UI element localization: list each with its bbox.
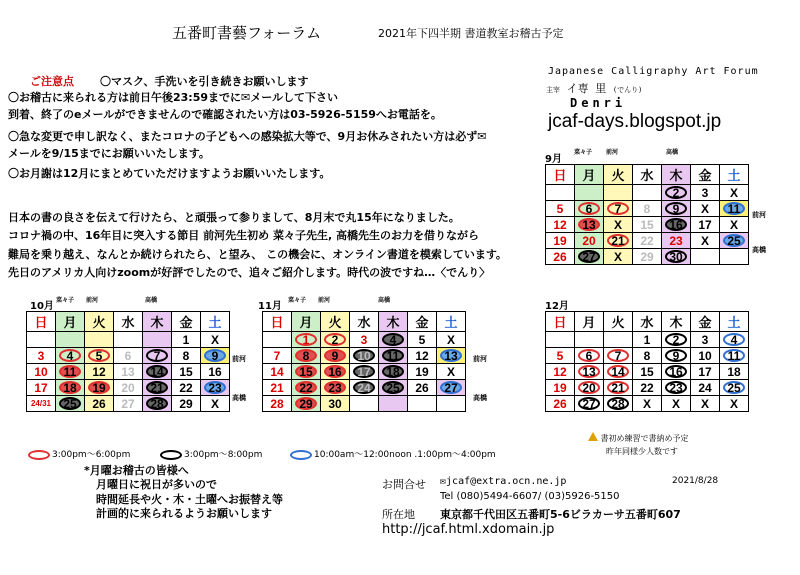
calendar-dec — [545, 311, 749, 412]
day-cell — [85, 332, 114, 348]
day-cell: 22 — [172, 380, 201, 396]
day-cell — [633, 185, 662, 201]
day-cell: 15 — [633, 364, 662, 380]
day-cell: 12 — [408, 348, 437, 364]
day-cell: 9 — [321, 348, 350, 364]
side-label-maekawa: 前河 — [752, 211, 766, 219]
calendar-oct — [26, 311, 230, 412]
day-cell: X — [604, 249, 633, 265]
day-cell: 7 — [263, 348, 292, 364]
day-cell: 20 — [114, 380, 143, 396]
triangle-icon — [588, 432, 598, 441]
day-cell: 26 — [546, 396, 575, 412]
legend-black: 3:00pm～8:00pm — [160, 447, 262, 460]
sponsor-label: 主宰 — [546, 86, 560, 94]
day-cell: 18 — [720, 364, 749, 380]
day-cell: 22 — [633, 233, 662, 249]
day-cell: 22 — [292, 380, 321, 396]
day-cell — [408, 396, 437, 412]
day-cell: 8 — [633, 348, 662, 364]
page-subtitle: 2021年下四半期 書道教室お稽古予定 — [378, 27, 564, 40]
weekday-fri: 金 — [172, 312, 201, 332]
day-cell — [575, 332, 604, 348]
issue-date: 2021/8/28 — [672, 476, 719, 486]
note-line: 時間延長や火・木・土曜へお振替え等 — [96, 493, 283, 506]
day-cell: 11 — [720, 348, 749, 364]
weekday-sat: 土 — [720, 165, 749, 185]
day-cell: 15 — [633, 217, 662, 233]
day-cell: X — [201, 332, 230, 348]
day-cell: 25 — [379, 380, 408, 396]
day-cell: 6 — [575, 348, 604, 364]
weekday-thu: 木 — [143, 312, 172, 332]
instructor-label: 前河 — [86, 297, 99, 304]
day-cell — [350, 396, 379, 412]
weekday-thu: 木 — [379, 312, 408, 332]
day-cell — [604, 332, 633, 348]
message-line: 先日のアメリカ人向けzoomが好評でしたので、追々ご紹介します。時代の波ですね…〈でんり〉 — [8, 266, 491, 279]
day-cell: 10 — [691, 348, 720, 364]
weekday-tue: 火 — [604, 165, 633, 185]
side-label-maekawa: 前河 — [473, 355, 487, 363]
day-cell: 19 — [546, 233, 575, 249]
day-cell: 5 — [408, 332, 437, 348]
day-cell: 30 — [662, 249, 691, 265]
day-cell: 11 — [720, 201, 749, 217]
day-cell: X — [201, 396, 230, 412]
weekday-mon: 月 — [56, 312, 85, 332]
day-cell: 29 — [172, 396, 201, 412]
day-cell: 17 — [691, 217, 720, 233]
day-cell — [604, 185, 633, 201]
legend-blue: 10:00am～12:00noon .1:00pm～4:00pm — [290, 447, 496, 460]
mail-icon: ✉ — [440, 476, 447, 487]
day-cell: 16 — [662, 364, 691, 380]
day-cell — [575, 185, 604, 201]
day-cell: X — [662, 396, 691, 412]
contact-tel: Tel (080)5494-6607/ (03)5926-5150 — [440, 491, 620, 502]
black-oval-icon — [160, 450, 182, 460]
day-cell: 27 — [114, 396, 143, 412]
month-label-dec: 12月 — [545, 301, 569, 312]
day-cell: 10 — [350, 348, 379, 364]
day-cell: 28 — [263, 396, 292, 412]
weekday-sat: 土 — [720, 312, 749, 332]
sponsor-kana: (でんり) — [612, 86, 643, 94]
day-cell: 5 — [546, 201, 575, 217]
day-cell: 24 — [350, 380, 379, 396]
day-cell: 18 — [379, 364, 408, 380]
dec-note-line2: 昨年同様少人数です — [606, 447, 678, 456]
day-cell: 19 — [408, 364, 437, 380]
weekday-fri: 金 — [691, 165, 720, 185]
calendar-nov — [262, 311, 466, 412]
day-cell: 27 — [575, 396, 604, 412]
notice-line: メールを9/15までにお願いいたします。 — [8, 147, 210, 160]
day-cell — [437, 396, 466, 412]
day-cell — [263, 332, 292, 348]
day-cell: 3 — [691, 185, 720, 201]
weekday-thu: 木 — [662, 165, 691, 185]
weekday-wed: 水 — [633, 312, 662, 332]
weekday-tue: 火 — [604, 312, 633, 332]
blue-oval-icon — [290, 450, 312, 460]
denri-name: Denri — [570, 96, 627, 110]
day-cell: 14 — [263, 364, 292, 380]
day-cell: 3 — [350, 332, 379, 348]
day-cell: 1 — [292, 332, 321, 348]
instructor-label: 菜々子 — [56, 297, 75, 304]
day-cell: 23 — [321, 380, 350, 396]
notice-line: 〇お稽古に来られる方は前日午後23:59までに✉メールして下さい — [8, 91, 339, 104]
day-cell: 17 — [691, 364, 720, 380]
day-cell: 2 — [662, 185, 691, 201]
dec-note-line1: 書初め練習で書納め予定 — [600, 434, 689, 443]
day-cell: 27 — [437, 380, 466, 396]
day-cell: 11 — [56, 364, 85, 380]
sponsor — [546, 80, 642, 96]
day-cell: 24/31 — [27, 396, 56, 412]
day-cell: 7 — [604, 201, 633, 217]
day-cell: 21 — [143, 380, 172, 396]
day-cell: 24 — [691, 380, 720, 396]
message-line: 難局を乗り越え、なんとか続けられたら、と望み、 この機会に、オンライン書道を模索しています。 — [8, 248, 507, 261]
day-cell: 4 — [379, 332, 408, 348]
day-cell: 2 — [662, 332, 691, 348]
weekday-mon: 月 — [292, 312, 321, 332]
page-title: 五番町書藝フォーラム — [172, 24, 322, 42]
day-cell — [27, 332, 56, 348]
instructor-label: 前河 — [606, 149, 619, 156]
day-cell: 8 — [172, 348, 201, 364]
dec-note — [588, 432, 689, 444]
weekday-mon: 月 — [575, 312, 604, 332]
day-cell: X — [720, 396, 749, 412]
notice-line: 到着、終了のeメールができませんので確認されたい方は03-5926-5159へお電話を。 — [8, 108, 442, 121]
day-cell — [379, 396, 408, 412]
day-cell: 6 — [575, 201, 604, 217]
weekday-sun: 日 — [263, 312, 292, 332]
day-cell — [546, 185, 575, 201]
day-cell: 1 — [172, 332, 201, 348]
side-label-takahashi: 高橋 — [473, 394, 487, 402]
day-cell — [691, 249, 720, 265]
day-cell: 1 — [633, 332, 662, 348]
side-label-takahashi: 高橋 — [232, 394, 246, 402]
day-cell: 20 — [575, 380, 604, 396]
blog-url: jcaf-days.blogspot.jp — [548, 111, 722, 132]
day-cell: 28 — [143, 396, 172, 412]
day-cell — [546, 332, 575, 348]
day-cell: X — [720, 185, 749, 201]
day-cell: 9 — [662, 201, 691, 217]
day-cell: 27 — [575, 249, 604, 265]
weekday-wed: 水 — [350, 312, 379, 332]
day-cell: 17 — [350, 364, 379, 380]
day-cell: 17 — [27, 380, 56, 396]
day-cell: X — [437, 332, 466, 348]
legend-red: 3:00pm～6:00pm — [28, 447, 130, 460]
day-cell: 23 — [662, 233, 691, 249]
notice-line: 〇マスク、手洗いを引き続きお願いします — [100, 75, 309, 88]
day-cell: 26 — [85, 396, 114, 412]
day-cell: 3 — [27, 348, 56, 364]
day-cell: X — [691, 201, 720, 217]
day-cell: 25 — [720, 380, 749, 396]
weekday-tue: 火 — [321, 312, 350, 332]
day-cell: X — [633, 396, 662, 412]
red-oval-icon — [28, 450, 50, 460]
day-cell: 30 — [321, 396, 350, 412]
day-cell: 16 — [662, 217, 691, 233]
day-cell: 16 — [321, 364, 350, 380]
day-cell: 12 — [546, 364, 575, 380]
day-cell: 14 — [143, 364, 172, 380]
instructor-label: 高橋 — [378, 297, 391, 304]
day-cell: 8 — [292, 348, 321, 364]
day-cell — [114, 332, 143, 348]
day-cell: 11 — [379, 348, 408, 364]
weekday-sun: 日 — [27, 312, 56, 332]
day-cell: 7 — [604, 348, 633, 364]
day-cell: 13 — [437, 348, 466, 364]
day-cell — [56, 332, 85, 348]
day-cell — [720, 249, 749, 265]
day-cell: 29 — [292, 396, 321, 412]
weekday-sat: 土 — [437, 312, 466, 332]
month-label-sep: 9月 — [545, 154, 562, 165]
day-cell: 10 — [27, 364, 56, 380]
day-cell: X — [437, 364, 466, 380]
day-cell: 19 — [546, 380, 575, 396]
day-cell: 4 — [720, 332, 749, 348]
address-label: 所在地 — [382, 508, 415, 521]
day-cell — [143, 332, 172, 348]
instructor-label: 菜々子 — [288, 297, 307, 304]
sponsor-name: イ専 里 — [566, 82, 607, 95]
day-cell: 18 — [56, 380, 85, 396]
day-cell: 5 — [85, 348, 114, 364]
day-cell: 21 — [263, 380, 292, 396]
website-url: http://jcaf.html.xdomain.jp — [382, 522, 555, 537]
weekday-sun: 日 — [546, 165, 575, 185]
contact-email: ✉jcaf@extra.ocn.ne.jp — [440, 476, 567, 487]
notice-line: 〇お月謝は12月にまとめていただけますようお願いいたします。 — [8, 167, 331, 180]
day-cell: 15 — [172, 364, 201, 380]
weekday-tue: 火 — [85, 312, 114, 332]
day-cell: 14 — [604, 364, 633, 380]
day-cell: 12 — [546, 217, 575, 233]
day-cell: 15 — [292, 364, 321, 380]
day-cell: 7 — [143, 348, 172, 364]
day-cell: 25 — [56, 396, 85, 412]
day-cell: 16 — [201, 364, 230, 380]
day-cell: 21 — [604, 380, 633, 396]
notice-line: 〇急な変更で申し訳なく、またコロナの子どもへの感染拡大等で、9月お休みされたい方は必ず✉ — [8, 130, 487, 143]
notice-heading: ご注意点 — [30, 75, 74, 88]
day-cell: 26 — [546, 249, 575, 265]
month-label-nov: 11月 — [258, 301, 282, 312]
instructor-label: 高橋 — [666, 149, 679, 156]
instructor-label: 前河 — [318, 297, 331, 304]
message-line: 日本の書の良さを伝えて行けたら、と頑張って参りまして、8月末で丸15年になりました。 — [8, 211, 460, 224]
side-label-takahashi: 高橋 — [752, 246, 766, 254]
day-cell: 13 — [575, 217, 604, 233]
month-label-oct: 10月 — [30, 301, 54, 312]
weekday-sat: 土 — [201, 312, 230, 332]
day-cell: 20 — [575, 233, 604, 249]
day-cell: 3 — [691, 332, 720, 348]
weekday-fri: 金 — [408, 312, 437, 332]
inquiry-label: お問合せ — [382, 478, 426, 491]
day-cell: 6 — [114, 348, 143, 364]
day-cell: 29 — [633, 249, 662, 265]
note-line: 月曜日に祝日が多いので — [96, 478, 217, 491]
message-line: コロナ禍の中、16年目に突入する節目 前河先生初め 菜々子先生, 高橋先生のお力を借りながら — [8, 229, 479, 242]
weekday-sun: 日 — [546, 312, 575, 332]
day-cell: 2 — [321, 332, 350, 348]
day-cell: X — [691, 233, 720, 249]
note-line: *月曜お稽古の皆様へ — [84, 464, 189, 477]
day-cell: 25 — [720, 233, 749, 249]
day-cell: X — [720, 217, 749, 233]
day-cell: 9 — [662, 348, 691, 364]
day-cell: 21 — [604, 233, 633, 249]
day-cell: 19 — [85, 380, 114, 396]
day-cell: 8 — [633, 201, 662, 217]
day-cell: 12 — [85, 364, 114, 380]
day-cell: 23 — [662, 380, 691, 396]
day-cell: 13 — [575, 364, 604, 380]
day-cell: X — [691, 396, 720, 412]
day-cell: 28 — [604, 396, 633, 412]
address: 東京都千代田区五番町5-6ビラカーサ五番町607 — [440, 508, 681, 521]
day-cell: 5 — [546, 348, 575, 364]
day-cell: 22 — [633, 380, 662, 396]
day-cell: 26 — [408, 380, 437, 396]
day-cell: 9 — [201, 348, 230, 364]
day-cell: 4 — [56, 348, 85, 364]
forum-name-en: Japanese Calligraphy Art Forum — [548, 66, 759, 77]
weekday-wed: 水 — [633, 165, 662, 185]
instructor-label: 菜々子 — [574, 149, 593, 156]
side-label-maekawa: 前河 — [232, 355, 246, 363]
calendar-sep — [545, 164, 749, 265]
day-cell: 23 — [201, 380, 230, 396]
weekday-fri: 金 — [691, 312, 720, 332]
weekday-mon: 月 — [575, 165, 604, 185]
weekday-wed: 水 — [114, 312, 143, 332]
day-cell: 13 — [114, 364, 143, 380]
instructor-label: 高橋 — [145, 297, 158, 304]
note-line: 計画的に来られるようお願いします — [96, 507, 272, 520]
weekday-thu: 木 — [662, 312, 691, 332]
day-cell: X — [604, 217, 633, 233]
